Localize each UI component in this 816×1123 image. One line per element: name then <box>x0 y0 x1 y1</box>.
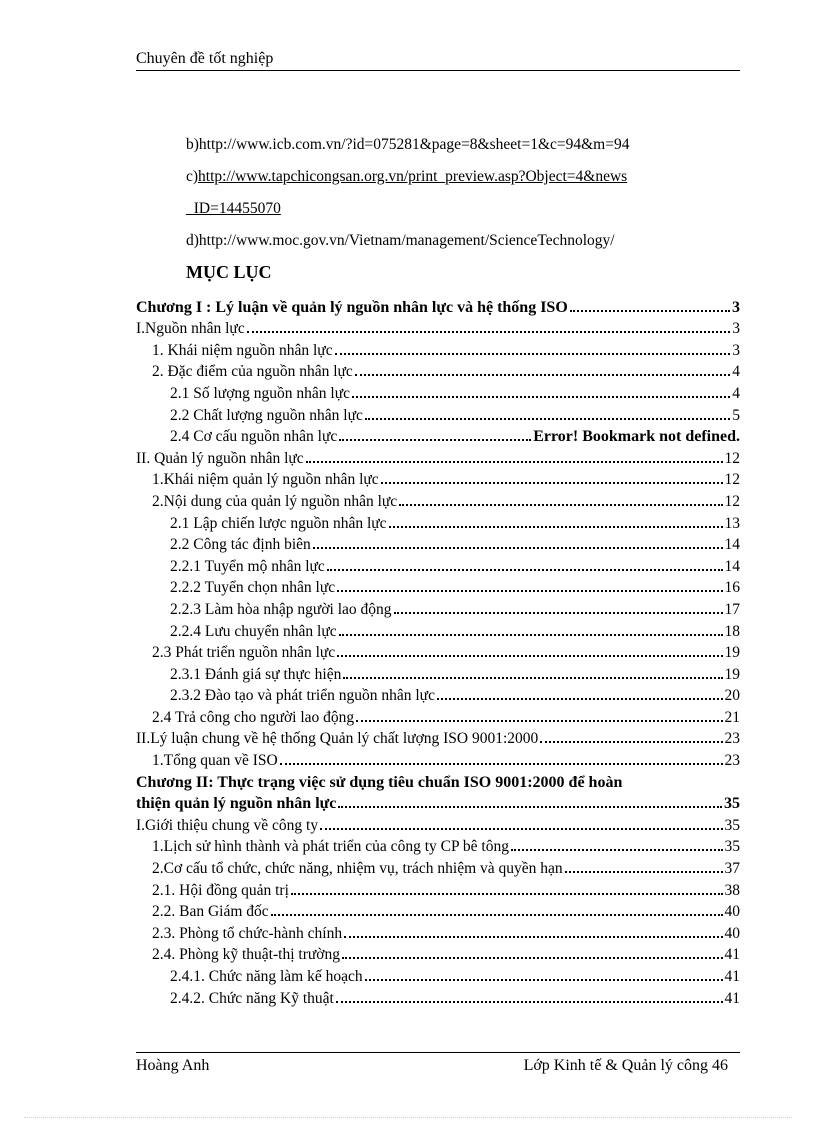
toc-entry-page: 4 <box>732 363 740 381</box>
page-header <box>136 50 740 71</box>
toc-title: MỤC LỤC <box>186 262 272 282</box>
reference-item <box>186 133 746 165</box>
toc-dot-leader <box>394 612 723 614</box>
reference-link[interactable]: http://www.tapchicongsan.org.vn/print_preview.asp?Object=4&news <box>198 168 628 185</box>
toc-entry[interactable] <box>136 727 740 749</box>
toc-entry[interactable] <box>136 489 740 511</box>
toc-dot-leader <box>565 871 723 873</box>
toc-entry-page: 23 <box>724 730 740 748</box>
toc-entry[interactable] <box>136 446 740 468</box>
reference-list <box>186 133 746 261</box>
toc-entry-page: 12 <box>724 492 740 510</box>
toc-entry[interactable] <box>136 900 740 922</box>
toc-entry-title: 2.1. Hội đồng quản trị <box>152 881 289 899</box>
toc-entry-title: II.Lý luận chung về hệ thống Quản lý chất lượng ISO 9001:2000 <box>136 730 539 748</box>
toc-dot-leader <box>335 353 731 355</box>
toc-entry-page: 35 <box>724 838 740 856</box>
toc-dot-leader <box>355 374 730 376</box>
toc-dot-leader <box>389 526 723 528</box>
toc-dot-leader <box>280 763 723 765</box>
toc-entry-page: 18 <box>724 622 740 640</box>
reference-text: b)http://www.icb.com.vn/?id=075281&page=8&sheet=1&c=94&m=94 <box>186 136 630 153</box>
header-title: Chuyên đề tốt nghiệp <box>136 50 274 67</box>
toc-entry-title: 2.4.1. Chức năng làm kế hoạch <box>170 968 363 985</box>
reference-link-continued[interactable]: _ID=14455070 <box>186 200 281 217</box>
toc-entry[interactable] <box>136 748 740 770</box>
toc-entry[interactable] <box>136 425 740 447</box>
toc-entry-title: 2.Cơ cấu tổ chức, chức năng, nhiệm vụ, trách nhiệm và quyền hạn <box>152 860 563 878</box>
footer-author: Hoàng Anh <box>136 1057 210 1074</box>
toc-entry-page: 37 <box>724 860 740 878</box>
toc-entry-page: 41 <box>724 968 740 985</box>
toc-entry-title: 2.2 Chất lượng nguồn nhân lực <box>170 406 363 424</box>
toc-entry-title: II. Quản lý nguồn nhân lực <box>136 449 304 467</box>
toc-entry-page: 38 <box>724 881 740 899</box>
toc-dot-leader <box>399 504 722 506</box>
toc-entry-page: 14 <box>724 536 740 554</box>
toc-entry[interactable] <box>136 684 740 706</box>
footer-class: Lớp Kinh tế & Quản lý công 46 <box>523 1057 728 1074</box>
toc-entry-title: 2.2.1 Tuyển mộ nhân lực <box>170 557 325 575</box>
toc-entry-page: 17 <box>724 600 740 618</box>
reference-prefix: c) <box>186 168 199 185</box>
reference-item <box>186 229 746 261</box>
toc-entry[interactable] <box>136 856 740 878</box>
toc-dot-leader <box>291 893 723 895</box>
toc-entry[interactable] <box>136 770 740 792</box>
toc-dot-leader <box>271 914 723 916</box>
toc-dot-leader <box>338 806 722 808</box>
toc-dot-leader <box>365 418 730 420</box>
toc-entry[interactable] <box>136 554 740 576</box>
toc-entry-title: 2.4. Phòng kỹ thuật-thị trường <box>152 946 340 964</box>
toc-entry-page: 12 <box>724 449 740 467</box>
toc-entry-page: 40 <box>724 903 740 921</box>
toc-entry-title: 2.2. Ban Giám đốc <box>152 903 269 921</box>
page-bottom-divider <box>24 1117 792 1118</box>
toc-entry-title: 2.2.4 Lưu chuyển nhân lực <box>170 622 337 640</box>
toc-entry-page: 4 <box>732 384 740 402</box>
toc-dot-leader <box>336 1001 723 1003</box>
toc-entry[interactable] <box>136 295 740 317</box>
toc-dot-leader <box>327 569 723 571</box>
toc-entry[interactable] <box>136 511 740 533</box>
table-of-contents <box>136 295 740 1008</box>
toc-entry[interactable] <box>136 792 740 814</box>
toc-entry-title: 2.1 Số lượng nguồn nhân lực <box>170 384 350 402</box>
toc-entry-title: 2.3. Phòng tổ chức-hành chính <box>152 924 343 942</box>
toc-dot-leader <box>365 979 723 981</box>
toc-entry[interactable] <box>136 835 740 857</box>
toc-dot-leader <box>342 957 723 959</box>
toc-entry-title: 1.Lịch sử hình thành và phát triển của công ty CP bê tông <box>152 838 509 856</box>
toc-dot-leader <box>337 655 722 657</box>
toc-entry-page: 41 <box>724 989 740 1007</box>
toc-entry[interactable] <box>136 468 740 490</box>
toc-entry-page: Error! Bookmark not defined. <box>533 428 740 446</box>
toc-entry[interactable] <box>136 705 740 727</box>
toc-dot-leader <box>306 461 723 463</box>
toc-entry[interactable] <box>136 641 740 663</box>
reference-item <box>186 165 746 197</box>
toc-entry-title: I.Giới thiệu chung về công ty <box>136 816 319 834</box>
toc-entry-page: 20 <box>724 687 740 705</box>
toc-dot-leader <box>511 849 723 851</box>
toc-entry[interactable] <box>136 597 740 619</box>
toc-entry-title: 1. Khái niệm nguồn nhân lực <box>152 341 333 359</box>
toc-entry-page: 12 <box>724 471 740 489</box>
toc-entry-title: 2.2.3 Làm hòa nhập người lao động <box>170 600 392 618</box>
toc-entry[interactable] <box>136 964 740 986</box>
toc-entry-title: Chương II: Thực trạng việc sử dụng tiêu chuẩn ISO 9001:2000 để hoàn <box>136 773 623 791</box>
toc-entry[interactable] <box>136 381 740 403</box>
toc-entry-page: 3 <box>732 320 740 338</box>
reference-item <box>186 197 746 229</box>
toc-entry-title: 2.4 Trả công cho người lao động <box>152 708 355 726</box>
toc-entry-page: 35 <box>724 795 740 813</box>
toc-entry[interactable] <box>136 338 740 360</box>
toc-entry-page: 21 <box>724 708 740 726</box>
page-footer <box>136 1052 740 1075</box>
toc-entry-page: 19 <box>724 644 740 662</box>
toc-entry-page: 23 <box>724 752 740 770</box>
toc-entry-title: 1.Khái niệm quản lý nguồn nhân lực <box>152 471 379 489</box>
toc-entry-title: 2.4.2. Chức năng Kỹ thuật <box>170 989 334 1007</box>
toc-entry[interactable] <box>136 533 740 555</box>
toc-entry-page: 19 <box>724 665 740 683</box>
toc-entry-title: 1.Tổng quan về ISO <box>152 752 278 770</box>
toc-dot-leader <box>337 590 722 592</box>
toc-dot-leader <box>247 331 731 333</box>
toc-entry[interactable] <box>136 403 740 425</box>
toc-entry-title: 2. Đặc điểm của nguồn nhân lực <box>152 363 353 381</box>
toc-dot-leader <box>339 634 723 636</box>
toc-entry-page: 14 <box>724 557 740 575</box>
toc-entry-title: Chương I : Lý luận về quản lý nguồn nhân lực và hệ thống ISO <box>136 298 568 316</box>
toc-entry[interactable] <box>136 360 740 382</box>
toc-dot-leader <box>343 677 722 679</box>
toc-dot-leader <box>339 439 531 441</box>
toc-dot-leader <box>437 698 723 700</box>
toc-entry-title: thiện quản lý nguồn nhân lực <box>136 795 337 813</box>
toc-entry-title: 2.3.2 Đào tạo và phát triển nguồn nhân lực <box>170 687 435 705</box>
reference-text: d)http://www.moc.gov.vn/Vietnam/management/ScienceTechnology/ <box>186 232 615 249</box>
toc-entry-page: 40 <box>724 924 740 942</box>
toc-entry[interactable] <box>136 813 740 835</box>
toc-entry[interactable] <box>136 662 740 684</box>
toc-dot-leader <box>570 310 730 312</box>
toc-entry[interactable] <box>136 576 740 598</box>
toc-entry-title: 2.Nội dung của quản lý nguồn nhân lực <box>152 492 398 510</box>
toc-dot-leader <box>540 741 722 743</box>
toc-entry-page: 41 <box>724 946 740 964</box>
toc-entry-page: 16 <box>724 579 740 597</box>
toc-entry-title: 2.4 Cơ cấu nguồn nhân lực <box>170 428 338 446</box>
toc-dot-leader <box>313 547 723 549</box>
toc-dot-leader <box>344 936 722 938</box>
toc-entry[interactable] <box>136 878 740 900</box>
toc-entry-page: 5 <box>732 406 740 424</box>
toc-entry[interactable] <box>136 317 740 339</box>
toc-entry-title: 2.2 Công tác định biên <box>170 536 311 554</box>
toc-entry[interactable] <box>136 619 740 641</box>
toc-entry[interactable] <box>136 943 740 965</box>
toc-dot-leader <box>320 828 722 830</box>
toc-dot-leader <box>381 482 723 484</box>
toc-dot-leader <box>352 396 730 398</box>
toc-entry-title: I.Nguồn nhân lực <box>136 320 245 338</box>
toc-entry-title: 2.3 Phát triển nguồn nhân lực <box>152 644 336 662</box>
toc-entry-page: 35 <box>724 816 740 834</box>
toc-entry-page: 3 <box>732 341 740 359</box>
toc-entry-title: 2.3.1 Đánh giá sự thực hiện <box>170 665 342 683</box>
toc-entry[interactable] <box>136 921 740 943</box>
toc-entry[interactable] <box>136 986 740 1008</box>
toc-dot-leader <box>356 720 722 722</box>
toc-entry-page: 3 <box>732 298 740 316</box>
toc-entry-title: 2.2.2 Tuyển chọn nhân lực <box>170 579 336 597</box>
toc-entry-page: 13 <box>724 514 740 532</box>
toc-entry-title: 2.1 Lập chiến lược nguồn nhân lực <box>170 514 387 532</box>
